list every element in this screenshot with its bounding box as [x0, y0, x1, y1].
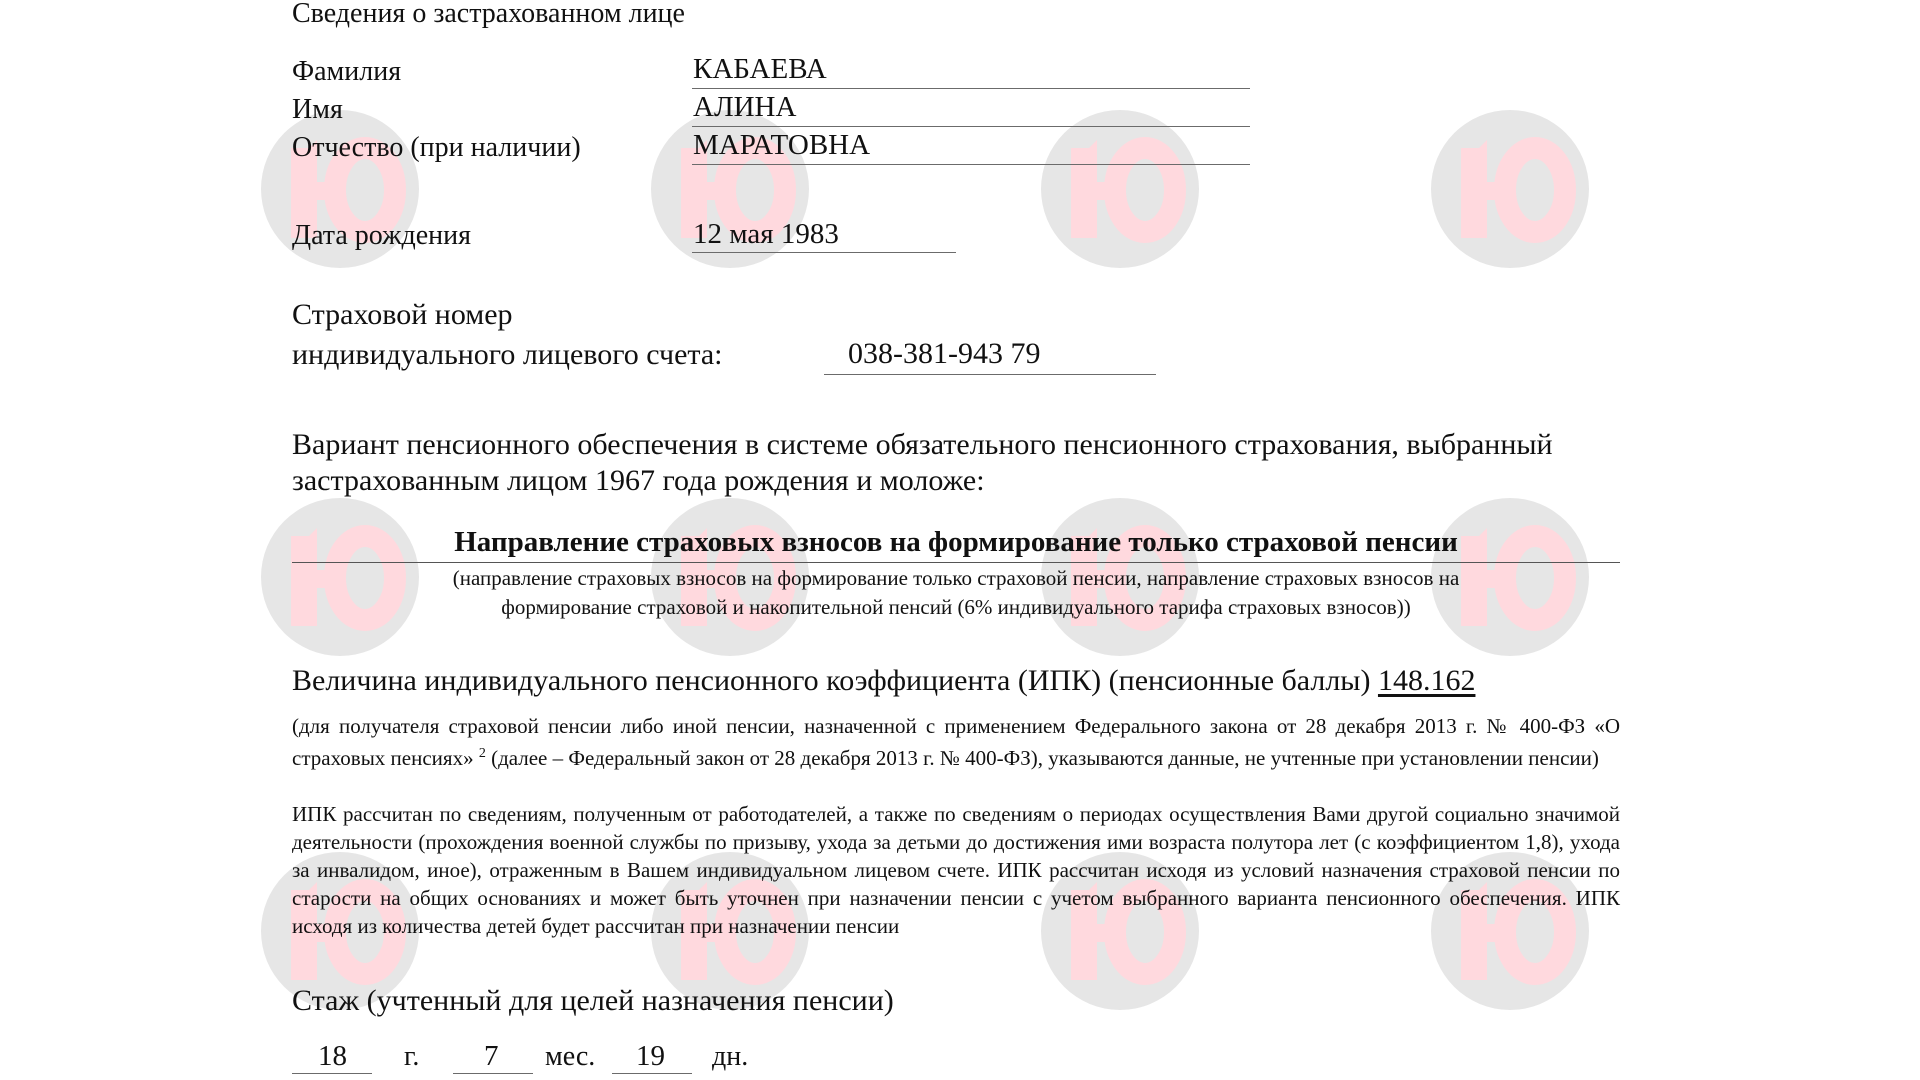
surname-underline	[692, 88, 1250, 89]
snils-label-line2: индивидуального лицевого счета:	[292, 338, 723, 371]
surname-label: Фамилия	[292, 56, 402, 87]
pension-option-intro-line2: застрахованным лицом 1967 года рождения и моложе:	[292, 464, 985, 497]
name-value: АЛИНА	[693, 91, 797, 123]
ipk-label: Величина индивидуального пенсионного коэффициента (ИПК) (пенсионные баллы)	[292, 664, 1371, 697]
ipk-note	[292, 712, 1620, 772]
pension-option-underline	[292, 562, 1620, 563]
experience-days: 19	[636, 1040, 665, 1072]
birth-date-value: 12 мая 1983	[693, 218, 839, 250]
snils-underline	[824, 374, 1156, 375]
watermark-glyph-icon	[1041, 110, 1199, 268]
section-title: Сведения о застрахованном лице	[292, 0, 685, 29]
pension-option-selected: Направление страховых взносов на формирование только страховой пенсии	[454, 526, 1458, 558]
snils-value: 038-381-943 79	[848, 337, 1041, 370]
experience-label: Стаж (учтенный для целей назначения пенсии)	[292, 984, 894, 1017]
snils-label-line1: Страховой номер	[292, 298, 513, 331]
experience-years: 18	[318, 1040, 347, 1072]
name-underline	[692, 126, 1250, 127]
watermark-logo-4	[1431, 110, 1589, 268]
birth-date-label: Дата рождения	[292, 220, 471, 251]
experience-months-underline	[453, 1073, 533, 1074]
ipk-heading	[292, 664, 1475, 698]
ipk-explanation: ИПК рассчитан по сведениям, полученным от работодателей, а также по сведениям о периодах осуществления Вами другой социально значимой деятельности (прохождения военной службы по призыву, ухода за детьми до достижения ими возраста полутора лет (с коэффициентом 1,8), ухода за инвалидом, иное), отраженным в Вашем индивидуальном лицевом счете. ИПК рассчитан исходя из условий назначения страховой пенсии по старости на общих основаниях и может быть уточнен при назначении пенсии с учетом выбранного варианта пенсионного обеспечения. ИПК исходя из количества детей будет рассчитан при назначении пенсии	[292, 802, 1620, 938]
ipk-value: 148.162	[1377, 664, 1476, 697]
ipk-note-footnote-mark: 2	[478, 746, 486, 761]
patronymic-underline	[692, 164, 1250, 165]
patronymic-label: Отчество (при наличии)	[292, 132, 581, 163]
surname-value: КАБАЕВА	[693, 53, 827, 85]
pension-option-note	[292, 564, 1620, 622]
patronymic-value: МАРАТОВНА	[693, 129, 871, 161]
experience-days-unit: дн.	[712, 1041, 749, 1072]
experience-months-unit: мес.	[545, 1041, 596, 1072]
name-label: Имя	[292, 94, 343, 125]
ipk-note-part1: (для получателя страховой пенсии либо иной пенсии, назначенной с применением Федерального закона от 28 декабря 2013 г. № 400-ФЗ «О страховых пенсиях»	[292, 714, 1620, 770]
experience-months: 7	[484, 1040, 499, 1072]
pension-option-note-line2: формирование страховой и накопительной пенсий (6% индивидуального тарифа страховых взносов))	[501, 595, 1411, 619]
watermark-logo-3	[1041, 110, 1199, 268]
watermark-glyph-icon	[1431, 110, 1589, 268]
experience-years-unit: г.	[404, 1041, 420, 1072]
ipk-note-part2: (далее – Федеральный закон от 28 декабря 2013 г. № 400-ФЗ), указываются данные, не учтенные при установлении пенсии)	[491, 746, 1599, 770]
pension-option-note-line1: (направление страховых взносов на формирование только страховой пенсии, направление страховых взносов на	[452, 566, 1460, 590]
experience-years-underline	[292, 1073, 372, 1074]
experience-days-underline	[612, 1073, 692, 1074]
birth-date-underline	[692, 252, 956, 253]
pension-option-intro-line1: Вариант пенсионного обеспечения в системе обязательного пенсионного страхования, выбранный	[292, 428, 1553, 461]
